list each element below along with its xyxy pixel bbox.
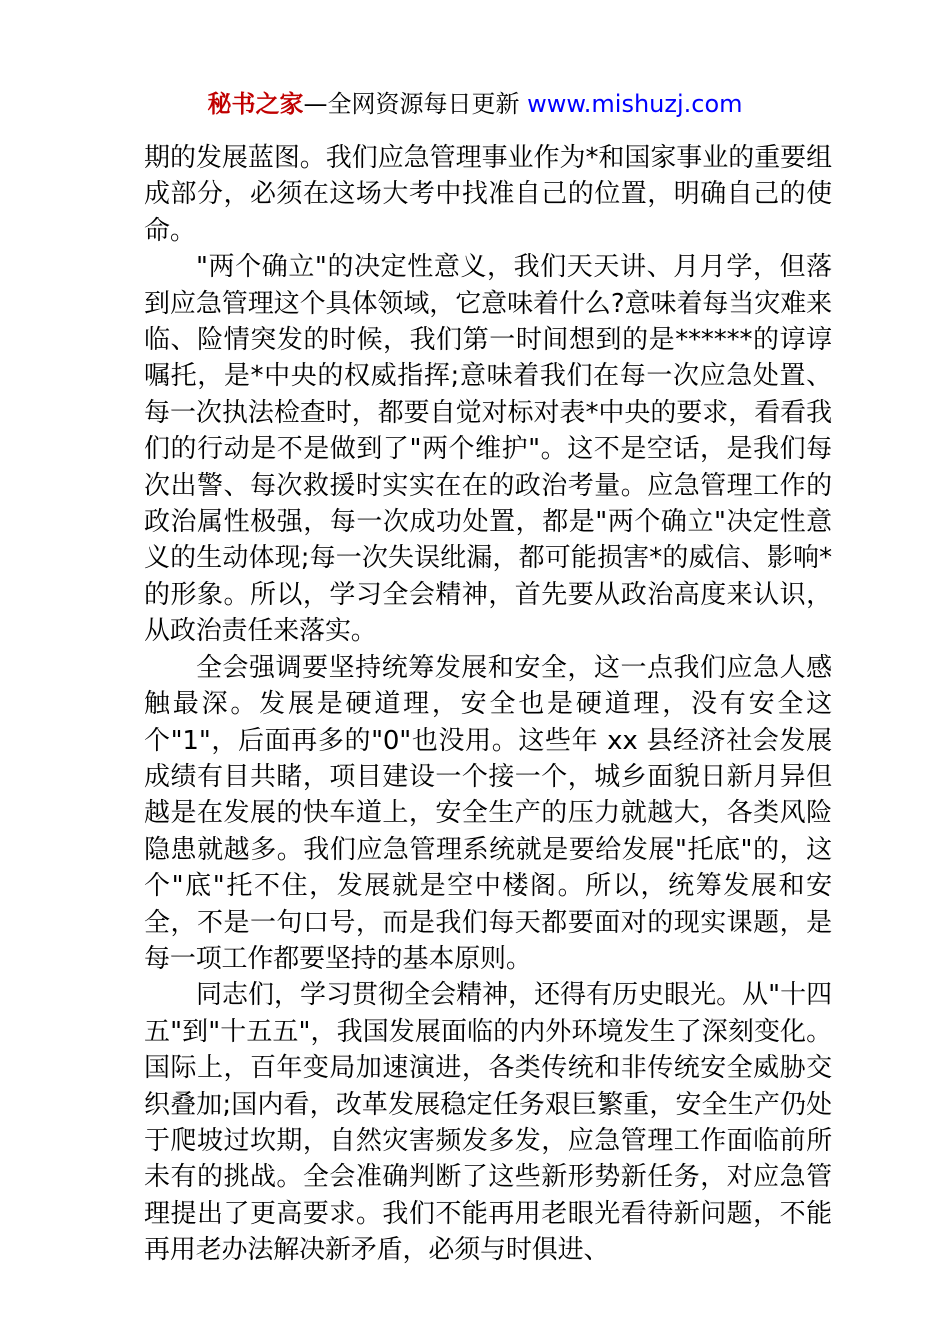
header-url-link[interactable]: www.mishuzj.com: [527, 90, 743, 118]
document-body: [144, 140, 832, 1269]
paragraph-development-and-security: 全会强调要坚持统筹发展和安全，这一点我们应急人感触最深。发展是硬道理，安全也是硬道理，没有安全这个"1"，后面再多的"0"也没用。这些年 xx 县经济社会发展成绩有目共睹，项目建设一个接一个，城乡面貌日新月异但越是在发展的快车道上，安全生产的压力就越大，各类风险隐患就越多。我们应急管理系统就是要给发展"托底"的，这个"底"托不住，发展就是空中楼阁。所以，统筹发展和安全，不是一句口号，而是我们每天都要面对的现实课题，是每一项工作都要坚持的基本原则。: [144, 652, 832, 974]
header-brand: 秘书之家: [207, 90, 304, 118]
paragraph-two-establishments: "两个确立"的决定性意义，我们天天讲、月月学，但落到应急管理这个具体领域，它意味着什么?意味着每当灾难来临、险情突发的时候，我们第一时间想到的是******的谆谆嘱托，是*中央的权威指挥;意味着我们在每一次应急处置、每一次执法检查时，都要自觉对标对表*中央的要求，看看我们的行动是不是做到了"两个维护"。这不是空话，是我们每次出警、每次救援时实实在在的政治考量。应急管理工作的政治属性极强，每一次成功处置，都是"两个确立"决定性意义的生动体现;每一次失误纰漏，都可能损害*的威信、影响*的形象。所以，学习全会精神，首先要从政治高度来认识，从政治责任来落实。: [144, 252, 832, 647]
page-header: [0, 86, 950, 122]
paragraph-historical-perspective: 同志们，学习贯彻全会精神，还得有历史眼光。从"十四五"到"十五五"，我国发展面临的内外环境发生了深刻变化。国际上，百年变局加速演进，各类传统和非传统安全威胁交织叠加;国内看，改革发展稳定任务艰巨繁重，安全生产仍处于爬坡过坎期，自然灾害频发多发，应急管理工作面临前所未有的挑战。全会准确判断了这些新形势新任务，对应急管理提出了更高要求。我们不能再用老眼光看待新问题，不能再用老办法解决新矛盾，必须与时俱进、: [144, 980, 832, 1266]
header-slogan: —全网资源每日更新: [303, 90, 520, 118]
paragraph-continuation: 期的发展蓝图。我们应急管理事业作为*和国家事业的重要组成部分，必须在这场大考中找准自己的位置，明确自己的使命。: [144, 143, 832, 246]
